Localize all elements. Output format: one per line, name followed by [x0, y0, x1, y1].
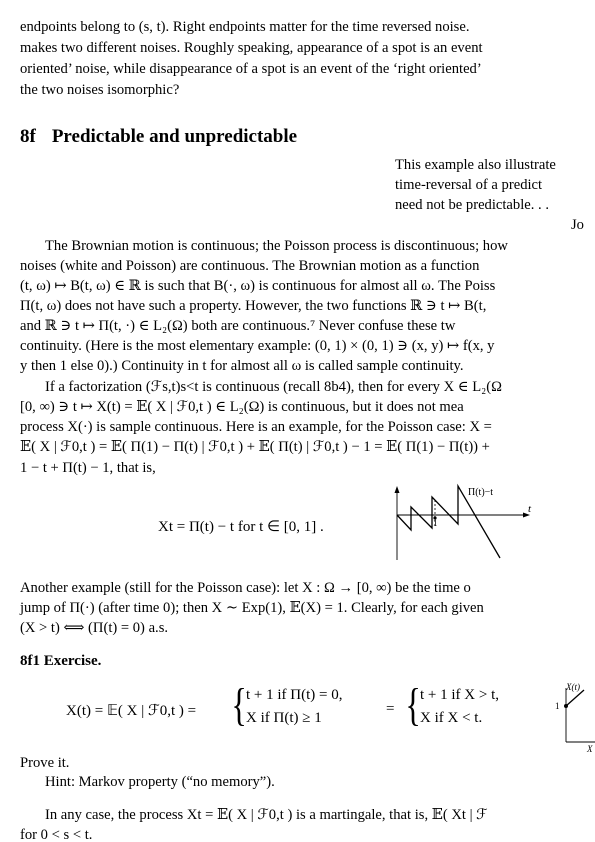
body-line-4: Π(t, ω) does not have such a property. However, the two functions ℝ ∋ t ↦ B(t, [20, 298, 487, 314]
intro-line-2: makes two different noises. Roughly speaking, appearance of a spot is an event [20, 40, 483, 56]
display-equation: Xt = Π(t) − t for t ∈ [0, 1] . [158, 519, 324, 535]
mini-figure [552, 680, 595, 752]
mini-line [566, 690, 584, 706]
exercise-lhs: X(t) = 𝔼( X | ℱ0,t ) = [66, 703, 197, 719]
body-line-5: and ℝ ∋ t ↦ Π(t, ·) ∈ L₂(Ω) both are continuous.⁷ Never confuse these tw [20, 318, 456, 334]
exercise-case-1a: t + 1 if Π(t) = 0, [246, 687, 343, 703]
closing-line-3: In any case, the process Xt = 𝔼( X | ℱ0,t ) is a martingale, that is, 𝔼( Xt | ℱ [45, 807, 488, 823]
body-line-10: process X(·) is sample continuous. Here is an example, for the Poisson case: X = [20, 419, 492, 435]
intro-line-1: endpoints belong to (s, t). Right endpoints matter for the time reversed noise. [20, 19, 470, 35]
figure-tick-one: 1 [433, 518, 438, 528]
mini-dot [564, 704, 568, 708]
quote-line-2: time-reversal of a predict [395, 177, 543, 193]
after-line-2: jump of Π(·) (after time 0); then X ∼ Exp(1), 𝔼(X) = 1. Clearly, for each given [20, 600, 484, 616]
closing-line-2: Hint: Markov property (“no memory”). [45, 774, 275, 790]
closing-line-4: for 0 < s < t. [20, 827, 93, 842]
figure-t-label: t [528, 503, 532, 515]
mini-one: 1 [555, 701, 560, 711]
exercise-brace-1: { [231, 679, 247, 730]
closing-line-1: Prove it. [20, 755, 70, 771]
figure-y-arrow [395, 486, 400, 493]
sawtooth-figure [388, 480, 548, 570]
section-heading [20, 126, 297, 148]
body-line-11: 𝔼( X | ℱ0,t ) = 𝔼( Π(1) − Π(t) | ℱ0,t ) + 𝔼( Π(t) | ℱ0,t ) − 1 = 𝔼( Π(1) − Π(t)) + [20, 439, 490, 455]
body-line-6: continuity. (Here is the most elementary example: (0, 1) × (0, 1) ∋ (x, y) ↦ f(x, y [20, 338, 495, 354]
body-line-7: y then 1 else 0).) Continuity in t for almost all ω is called sample continuity. [20, 358, 464, 374]
body-line-3: (t, ω) ↦ B(t, ω) ∈ ℝ is such that B(·, ω) is continuous for almost all ω. The Poiss [20, 278, 496, 294]
intro-line-3: oriented’ noise, while disappearance of a spot is an event of the ‘right oriented’ [20, 61, 482, 77]
exercise-heading: 8f1 Exercise. [20, 653, 102, 669]
exercise-case-1b: X if Π(t) ≥ 1 [246, 710, 322, 726]
exercise-case-2b: X if X < t. [420, 710, 483, 726]
section-number: 8f [20, 126, 36, 147]
body-line-12: 1 − t + Π(t) − 1, that is, [20, 460, 156, 476]
after-line-3: (X > t) ⟺ (Π(t) = 0) a.s. [20, 620, 169, 636]
section-title: Predictable and unpredictable [51, 126, 298, 147]
quote-line-3: need not be predictable. . . [395, 197, 549, 213]
mini-axis-label: X [587, 744, 593, 752]
body-line-8: If a factorization (ℱs,t)s<t is continuous (recall 8b4), then for every X ∈ L₂(Ω [45, 379, 502, 395]
quote-attribution: Jo [571, 217, 584, 233]
exercise-brace-2: { [405, 679, 421, 730]
exercise-equals: = [386, 701, 395, 717]
after-line-1: Another example (still for the Poisson case): let X : Ω → [0, ∞) be the time o [20, 580, 471, 596]
body-line-1: The Brownian motion is continuous; the Poisson process is discontinuous; how [45, 238, 508, 254]
intro-line-4: the two noises isomorphic? [20, 82, 180, 98]
quote-line-1: This example also illustrate [395, 157, 556, 173]
figure-label: Π(t)−t [468, 487, 494, 498]
body-line-2: noises (white and Poisson) are continuous. The Brownian motion as a function [20, 258, 480, 274]
body-line-9: [0, ∞) ∋ t ↦ X(t) = 𝔼( X | ℱ0,t ) ∈ L₂(Ω) is continuous, but it does not mea [20, 399, 464, 415]
exercise-case-2a: t + 1 if X > t, [420, 687, 499, 703]
mini-label: X(t) [566, 682, 580, 692]
